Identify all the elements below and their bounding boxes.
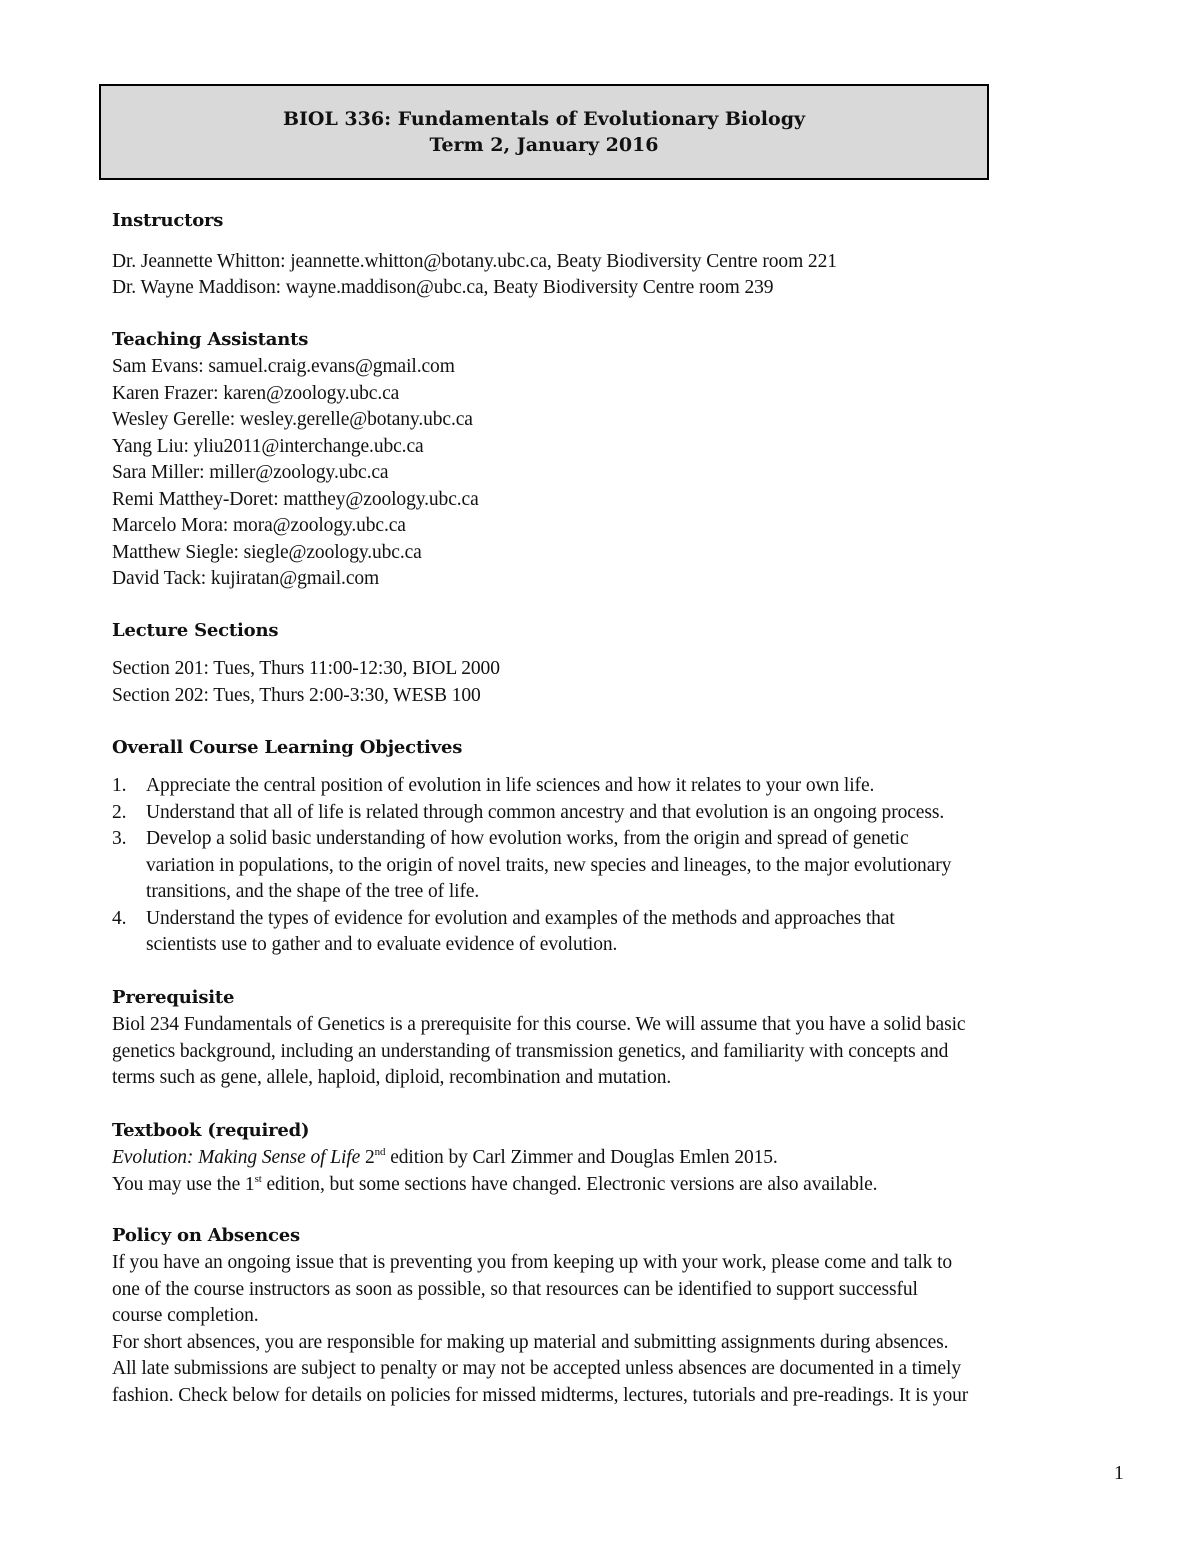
- objective-number: 1.: [112, 775, 127, 796]
- prerequisite-line: terms such as gene, allele, haploid, diploid, recombination and mutation.: [112, 1067, 672, 1088]
- ta-line: Karen Frazer: karen@zoology.ubc.ca: [112, 382, 400, 404]
- textbook-note-start: You may use the 1: [112, 1174, 255, 1195]
- objective-text: Develop a solid basic understanding of how evolution works, from the origin and spread of genetic: [146, 828, 909, 849]
- textbook-title: Evolution: Making Sense of Life: [112, 1147, 361, 1168]
- objective-text: Understand that all of life is related through common ancestry and that evolution is an ongoing process.: [146, 801, 945, 823]
- objective-text: Understand the types of evidence for evolution and examples of the methods and approaches that: [146, 907, 895, 929]
- lecture-section-line: Section 201: Tues, Thurs 11:00-12:30, BIOL 2000: [112, 658, 500, 679]
- absences-line: fashion. Check below for details on policies for missed midterms, lectures, tutorials and pre-readings. It is your: [112, 1384, 969, 1406]
- ta-line: Matthew Siegle: siegle@zoology.ubc.ca: [112, 541, 422, 563]
- objective-item: [112, 800, 1122, 827]
- instructor-line: Dr. Wayne Maddison: wayne.maddison@ubc.ca, Beaty Biodiversity Centre room 239: [112, 277, 774, 298]
- page-number: 1: [1114, 1463, 1124, 1484]
- objective-item: [112, 906, 1122, 959]
- absences-line: If you have an ongoing issue that is preventing you from keeping up with your work, please come and talk to: [112, 1252, 953, 1273]
- ta-line: Sam Evans: samuel.craig.evans@gmail.com: [112, 356, 455, 377]
- objective-text: variation in populations, to the origin of novel traits, new species and lineages, to the major evolutionary: [146, 854, 952, 876]
- ta-line: Wesley Gerelle: wesley.gerelle@botany.ubc.ca: [112, 409, 473, 430]
- lecture-sections-heading: Lecture Sections: [112, 620, 279, 641]
- absences-heading: Policy on Absences: [112, 1225, 300, 1246]
- textbook-edition-rest: edition by Carl Zimmer and Douglas Emlen 2015.: [385, 1147, 778, 1168]
- ta-line: Sara Miller: miller@zoology.ubc.ca: [112, 462, 389, 483]
- ta-line: Remi Matthey-Doret: matthey@zoology.ubc.ca: [112, 488, 479, 510]
- absences-line: For short absences, you are responsible for making up material and submitting assignments during absences.: [112, 1331, 949, 1353]
- tas-heading: Teaching Assistants: [112, 329, 309, 350]
- instructors-heading: Instructors: [112, 210, 224, 231]
- prerequisite-line: Biol 234 Fundamentals of Genetics is a prerequisite for this course. We will assume that you have a solid basic: [112, 1014, 966, 1035]
- textbook-heading: Textbook (required): [112, 1120, 310, 1141]
- textbook-note: [112, 1172, 877, 1198]
- objective-item: [112, 773, 1122, 800]
- textbook-citation: [112, 1145, 778, 1171]
- textbook-note-suffix: st: [254, 1172, 262, 1185]
- ta-line: David Tack: kujiratan@gmail.com: [112, 568, 380, 589]
- course-term: Term 2, January 2016: [429, 134, 659, 156]
- objective-item: [112, 826, 1122, 906]
- objectives-heading: Overall Course Learning Objectives: [112, 737, 463, 758]
- objective-number: 2.: [112, 801, 127, 823]
- absences-text: [112, 1250, 1124, 1409]
- objective-text: Appreciate the central position of evolution in life sciences and how it relates to your own life.: [146, 775, 875, 796]
- title-box: [99, 84, 989, 180]
- course-title: BIOL 336: Fundamentals of Evolutionary Biology: [282, 108, 806, 130]
- absences-line: one of the course instructors as soon as possible, so that resources can be identified to support successful: [112, 1278, 918, 1300]
- objective-number: 4.: [112, 907, 127, 929]
- objective-number: 3.: [112, 828, 127, 849]
- absences-line: All late submissions are subject to penalty or may not be accepted unless absences are documented in a timely: [112, 1358, 962, 1379]
- textbook-edition-suffix: nd: [374, 1145, 386, 1158]
- prerequisite-line: genetics background, including an understanding of transmission genetics, and familiarity with concepts and: [112, 1040, 949, 1062]
- prerequisite-heading: Prerequisite: [112, 987, 235, 1008]
- prerequisite-text: [112, 1012, 1124, 1092]
- textbook-edition-number: 2: [360, 1147, 375, 1168]
- lecture-section-line: Section 202: Tues, Thurs 2:00-3:30, WESB 100: [112, 685, 481, 706]
- objective-text: scientists use to gather and to evaluate evidence of evolution.: [146, 934, 618, 955]
- absences-line: course completion.: [112, 1305, 259, 1326]
- ta-line: Marcelo Mora: mora@zoology.ubc.ca: [112, 515, 406, 536]
- textbook-note-rest: edition, but some sections have changed. Electronic versions are also available.: [261, 1174, 878, 1195]
- instructor-line: Dr. Jeannette Whitton: jeannette.whitton@botany.ubc.ca, Beaty Biodiversity Centre room 221: [112, 251, 837, 272]
- objective-text: transitions, and the shape of the tree of life.: [146, 881, 480, 902]
- objectives-list: [112, 773, 1122, 959]
- ta-line: Yang Liu: yliu2011@interchange.ubc.ca: [112, 435, 424, 457]
